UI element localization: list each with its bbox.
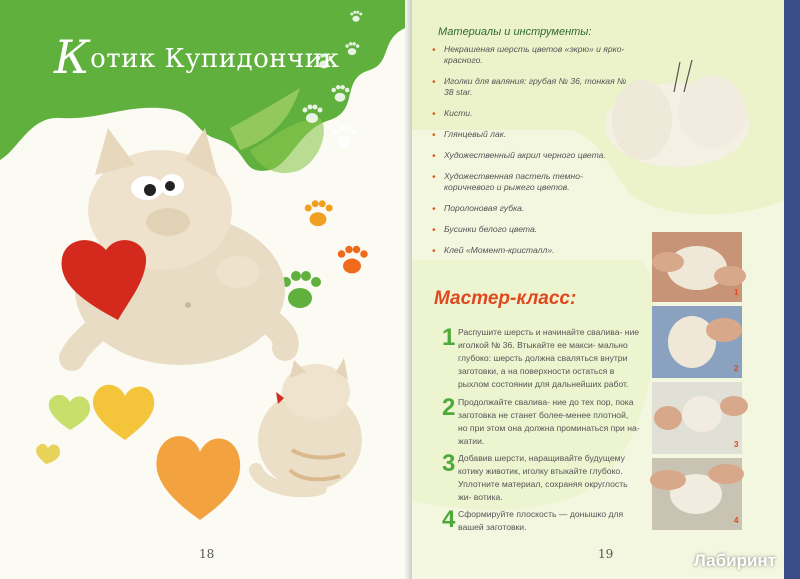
- step-text: Продолжайте свалива- ние до тех пор, пока заготовка не станет более-менее плотной, но при этом она должна проминаться при на- жатии.: [458, 397, 640, 446]
- title-rest: отик Купидончик: [90, 44, 340, 74]
- materials-item: • Глянцевый лак.: [432, 129, 507, 141]
- step-2: [442, 396, 640, 448]
- master-class-title: Мастер-класс:: [434, 288, 577, 309]
- step-number: 2: [442, 394, 456, 421]
- step-text: Добавив шерсти, наращивайте будущему котику животик, иголку втыкайте глубоко. Уплотните материал, сохраняя округлость жи- вотика.: [458, 453, 628, 502]
- materials-title: Материалы и инструменты:: [438, 26, 592, 38]
- heart-light-green: [49, 395, 90, 430]
- bullet-icon: •: [432, 204, 436, 215]
- paw-print-green: [281, 271, 321, 308]
- photo-number: 4: [734, 516, 739, 525]
- materials-item: • Клей «Момент-кристалл».: [432, 245, 555, 257]
- step-text: Сформируйте плоскость — донышко для вашей заготовки.: [458, 509, 624, 532]
- step-number: 4: [442, 506, 456, 533]
- right-page: [412, 0, 784, 579]
- publisher-watermark: Лабиринт: [693, 551, 776, 570]
- bullet-icon: •: [432, 77, 436, 88]
- photo-number: 2: [734, 364, 739, 373]
- title-initial: К: [54, 30, 91, 84]
- bullet-icon: •: [432, 45, 436, 56]
- page-number-left: 18: [199, 547, 215, 561]
- step-4: [442, 508, 640, 534]
- step-number: 3: [442, 450, 456, 477]
- bullet-icon: •: [432, 225, 436, 236]
- step-3: [442, 452, 640, 504]
- bullet-icon: •: [432, 151, 436, 162]
- paw-print-orange-2: [338, 246, 368, 274]
- bullet-icon: •: [432, 109, 436, 120]
- photo-number: 3: [734, 440, 739, 449]
- step-number: 1: [442, 324, 456, 351]
- heart-yellow-small: [36, 444, 60, 464]
- materials-item: • Бусинки белого цвета.: [432, 224, 538, 236]
- paw-print-orange-1: [305, 200, 333, 226]
- step-text: Распушите шерсть и начинайте свалива- ние иголкой № 36. Втыкайте ее макси- мально глубоко: шерсть должна сваляться внутри заготовки, а на поверхности остаться в рыхлом состоянии для дальнейших работ.: [458, 327, 640, 389]
- step-photo-4: [650, 458, 744, 530]
- materials-list: [430, 44, 630, 266]
- heart-yellow-large: [93, 385, 154, 440]
- materials-item: • Художественный акрил черного цвета.: [432, 150, 606, 162]
- materials-item: • Художественная пастель темно-коричневого и рыжего цветов.: [432, 171, 583, 192]
- materials-item: • Кисти.: [432, 108, 473, 120]
- step-photo-2: [652, 306, 742, 378]
- step-1: [442, 326, 640, 391]
- photo-number: 1: [734, 288, 739, 297]
- materials-item: • Поролоновая губка.: [432, 203, 525, 215]
- bullet-icon: •: [432, 130, 436, 141]
- bullet-icon: •: [432, 246, 436, 257]
- bullet-icon: •: [432, 172, 436, 183]
- step-photo-1: [652, 232, 746, 302]
- heart-orange-large: [156, 436, 240, 520]
- felted-cat-small: [256, 358, 362, 490]
- book-cover-edge: [784, 0, 800, 579]
- materials-item: • Иголки для валяния: грубая № 36, тонкая № 38 star.: [432, 76, 627, 97]
- page-title: [54, 30, 339, 84]
- materials-item: • Некрашеная шерсть цветов «экрю» и ярко-красного.: [432, 44, 625, 65]
- page-number-right: 19: [598, 547, 614, 561]
